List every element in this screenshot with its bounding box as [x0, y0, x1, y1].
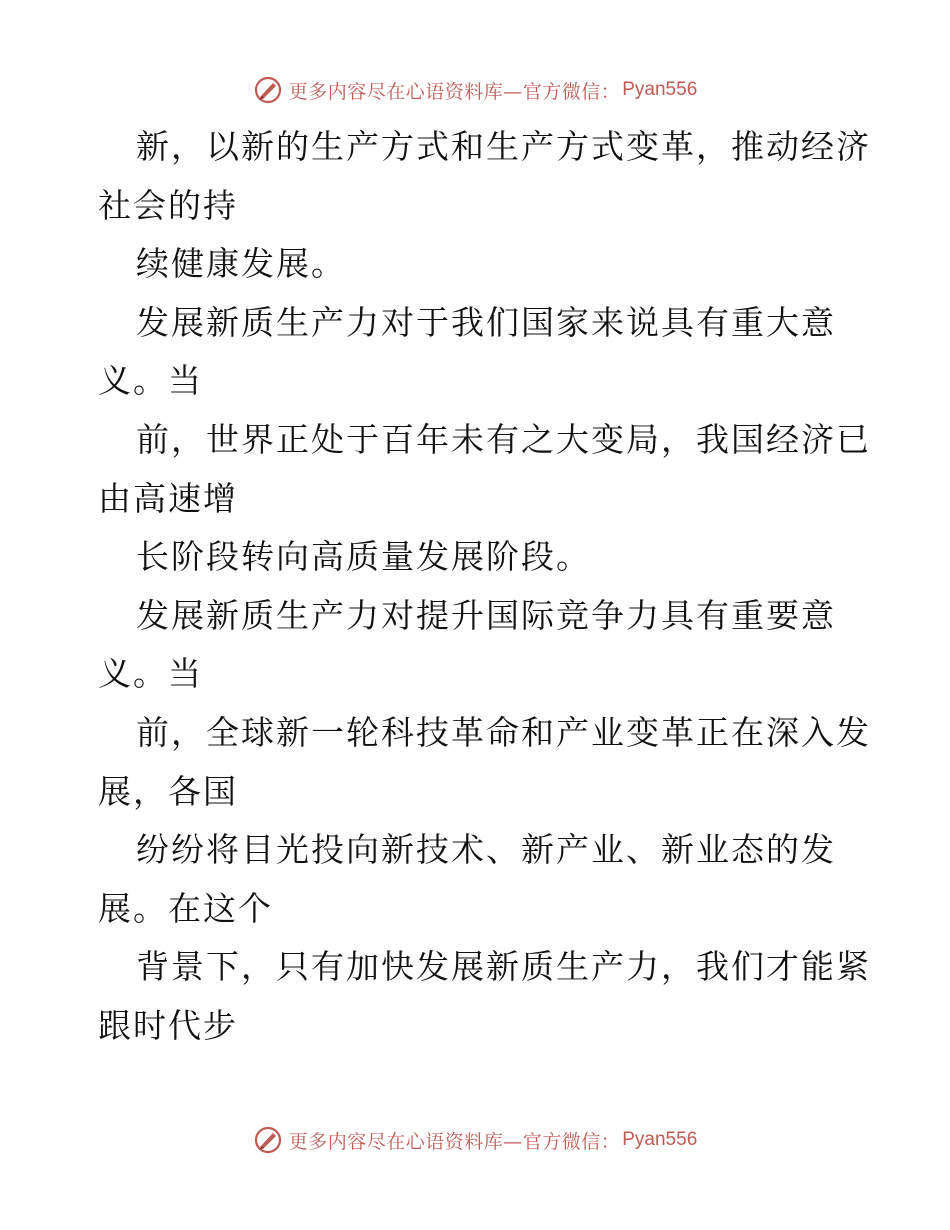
- text-line: 纷纷将目光投向新技术、新产业、新业态的发: [136, 830, 836, 870]
- text-line: 展，各国: [98, 771, 238, 811]
- body-text: [98, 118, 871, 1056]
- text-line: 义。当: [98, 654, 203, 694]
- text-line: 前，世界正处于百年未有之大变局，我国经济已: [136, 419, 871, 459]
- pen-in-circle-icon: [253, 1125, 283, 1155]
- text-line: 前，全球新一轮科技革命和产业变革正在深入发: [136, 712, 871, 752]
- text-line: 展。在这个: [98, 888, 273, 928]
- text-line: 发展新质生产力对于我们国家来说具有重大意: [136, 302, 836, 342]
- text-line: 跟时代步: [98, 1005, 238, 1045]
- watermark-wechat-id: Pyan556: [622, 1129, 698, 1150]
- text-line: 发展新质生产力对提升国际竞争力具有重要意: [136, 595, 836, 635]
- text-line: 由高速增: [98, 478, 238, 518]
- text-line: 社会的持: [98, 185, 238, 225]
- text-line: 新，以新的生产方式和生产方式变革，推动经济: [136, 127, 871, 166]
- watermark-wechat-id: Pyan556: [622, 79, 698, 100]
- text-line: 续健康发展。: [136, 244, 346, 284]
- text-line: 背景下，只有加快发展新质生产力，我们才能紧: [136, 947, 871, 987]
- text-line: 义。当: [98, 361, 203, 401]
- header-watermark: [0, 70, 950, 110]
- watermark-text: 更多内容尽在心语资料库—官方微信：: [288, 80, 621, 103]
- footer-watermark: [0, 1120, 950, 1160]
- pen-in-circle-icon: [253, 75, 283, 105]
- text-line: 长阶段转向高质量发展阶段。: [136, 537, 591, 577]
- watermark-text: 更多内容尽在心语资料库—官方微信：: [288, 1130, 621, 1153]
